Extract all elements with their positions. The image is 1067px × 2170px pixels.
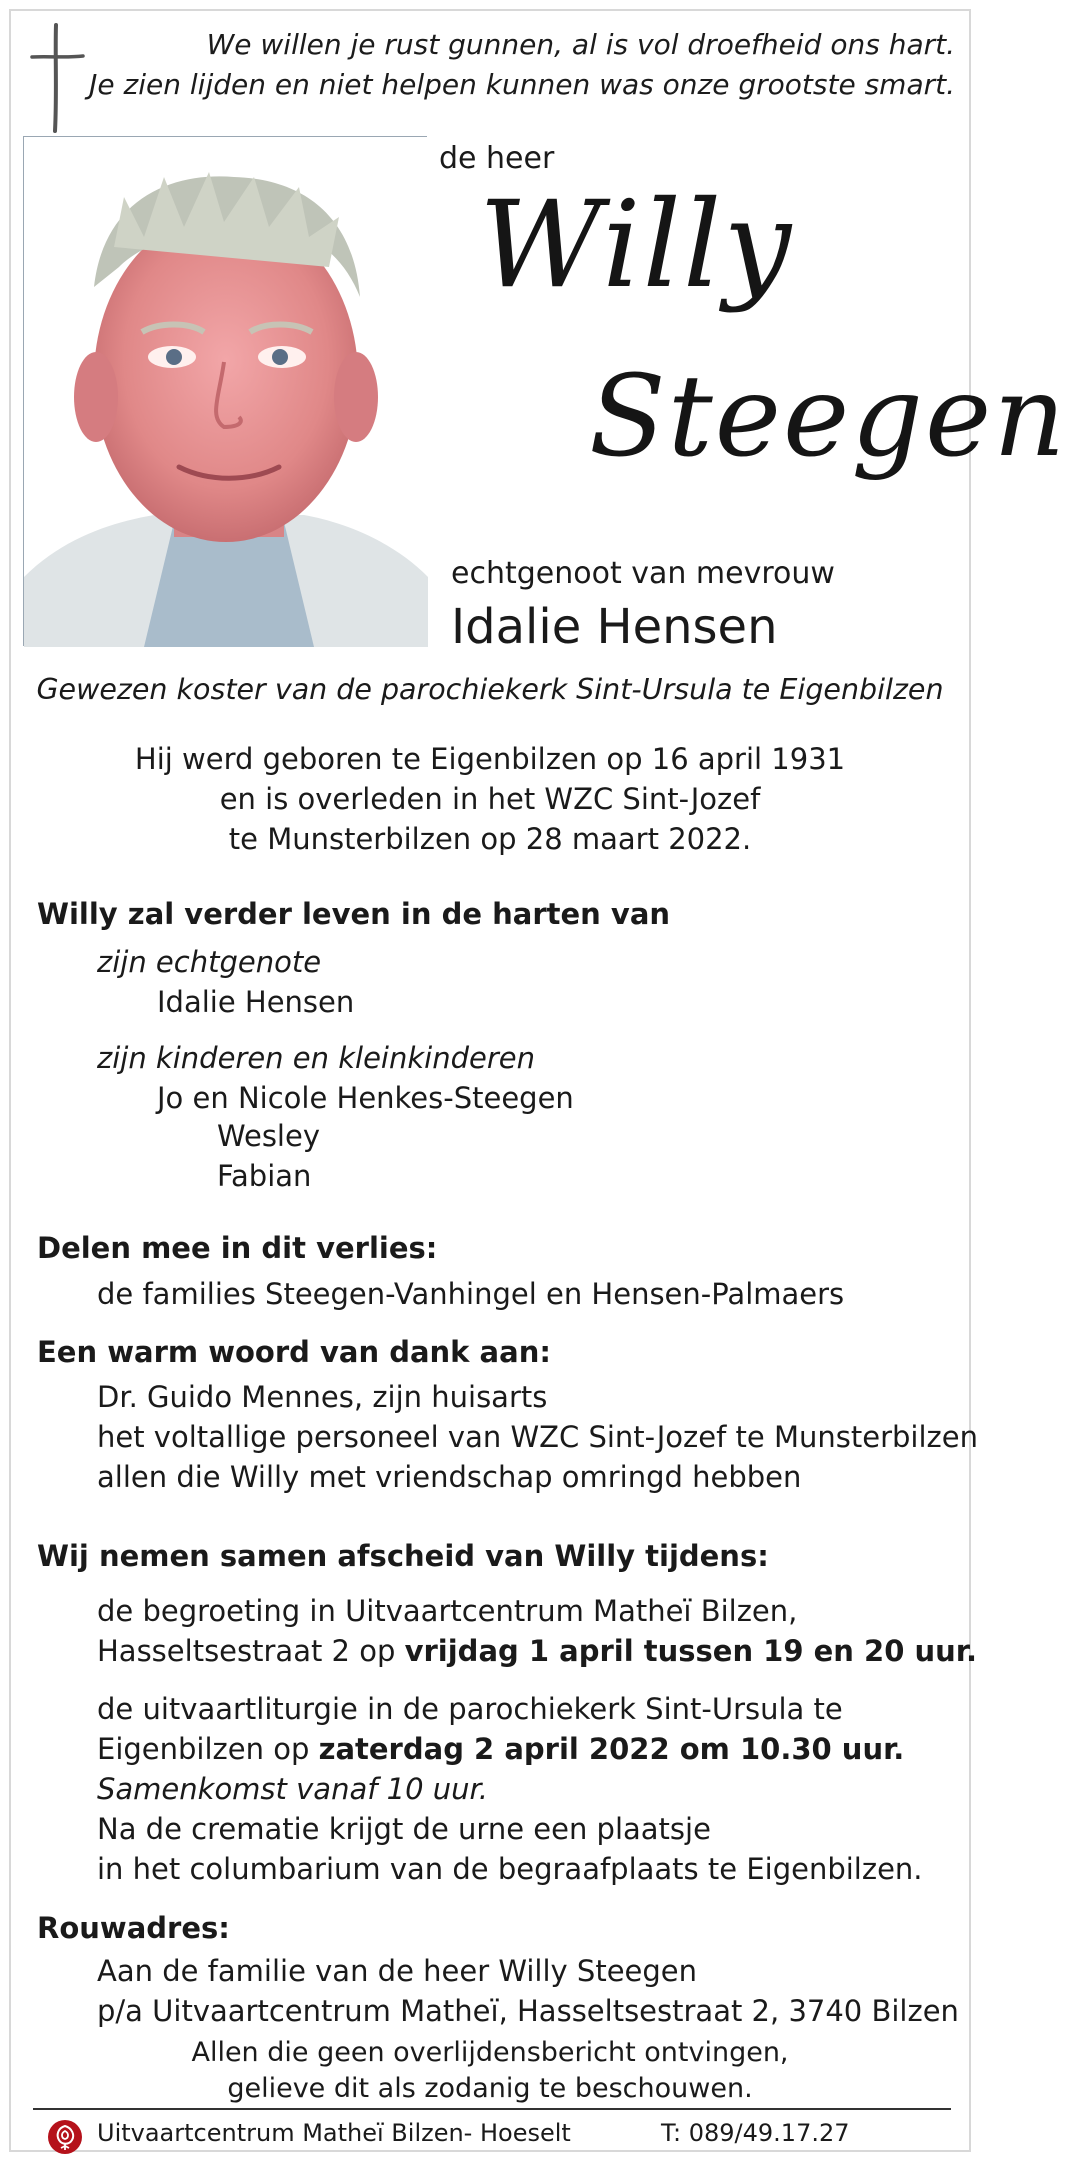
- farewell-heading: Wij nemen samen afscheid van Willy tijdens:: [37, 1539, 769, 1573]
- deceased-first-name: Willy: [479, 176, 794, 315]
- cremation-line: Na de crematie krijgt de urne een plaatsje: [97, 1812, 711, 1846]
- funeral-home-phone: T: 089/49.17.27: [661, 2119, 850, 2147]
- family-heading: Willy zal verder leven in de harten van: [37, 897, 671, 931]
- children-names: Jo en Nicole Henkes-Steegen: [157, 1081, 574, 1115]
- footer-divider: [33, 2108, 951, 2110]
- liturgy-place: Eigenbilzen op: [97, 1732, 319, 1766]
- thanks-item: het voltallige personeel van WZC Sint-Jozef te Munsterbilzen: [97, 1420, 978, 1454]
- address-heading: Rouwadres:: [37, 1911, 230, 1945]
- honorific: de heer: [439, 141, 555, 176]
- address-line: p/a Uitvaartcentrum Matheï, Hasseltsestraat 2, 3740 Bilzen: [97, 1994, 959, 2028]
- greeting-line: de begroeting in Uitvaartcentrum Matheï Bilzen,: [97, 1594, 798, 1628]
- children-relation-label: zijn kinderen en kleinkinderen: [97, 1041, 535, 1075]
- deceased-last-name: Steegen: [589, 352, 1067, 482]
- spouse-relation-label: zijn echtgenote: [97, 945, 322, 979]
- greeting-details: [97, 1591, 977, 1671]
- closing-line: gelieve dit als zodanig te beschouwen.: [227, 2073, 753, 2104]
- liturgy-line: [97, 1729, 923, 1769]
- thanks-item: Dr. Guido Mennes, zijn huisarts: [97, 1380, 548, 1414]
- grandchild-name: Wesley: [217, 1119, 320, 1153]
- poem-line: Je zien lijden en niet helpen kunnen was onze grootste smart.: [89, 68, 955, 101]
- grandchild-name: Fabian: [217, 1159, 312, 1193]
- bio-line: te Munsterbilzen op 28 maart 2022.: [228, 822, 752, 856]
- closing-line: Allen die geen overlijdensbericht ontvingen,: [191, 2037, 789, 2068]
- bio-line: en is overleden in het WZC Sint-Jozef: [219, 782, 761, 816]
- greeting-address: Hasseltsestraat 2 op: [97, 1634, 405, 1668]
- address-line: Aan de familie van de heer Willy Steegen: [97, 1954, 698, 1988]
- deceased-role: Gewezen koster van de parochiekerk Sint-Ursula te Eigenbilzen: [36, 673, 944, 706]
- share-heading: Delen mee in dit verlies:: [37, 1231, 438, 1265]
- closing-note: [11, 2035, 969, 2107]
- poem-line: We willen je rust gunnen, al is vol droefheid ons hart.: [206, 28, 955, 61]
- thanks-heading: Een warm woord van dank aan:: [37, 1335, 551, 1369]
- spouse-label: echtgenoot van mevrouw: [451, 556, 835, 591]
- funeral-home-name: Uitvaartcentrum Matheï Bilzen- Hoeselt: [97, 2119, 571, 2147]
- memorial-poem: [89, 25, 955, 105]
- liturgy-details: [97, 1689, 923, 1889]
- greeting-datetime: vrijdag 1 april tussen 19 en 20 uur.: [404, 1634, 977, 1668]
- liturgy-line: de uitvaartliturgie in de parochiekerk Sint-Ursula te: [97, 1692, 843, 1726]
- bio-line: Hij werd geboren te Eigenbilzen op 16 april 1931: [134, 742, 846, 776]
- thanks-list: [97, 1377, 978, 1497]
- cross-icon: [29, 23, 85, 133]
- share-families: de families Steegen-Vanhingel en Hensen-Palmaers: [97, 1277, 845, 1311]
- liturgy-datetime: zaterdag 2 april 2022 om 10.30 uur.: [318, 1732, 905, 1766]
- gathering-time: Samenkomst vanaf 10 uur.: [97, 1772, 489, 1806]
- obituary-card: [9, 9, 1067, 2152]
- greeting-line: [97, 1631, 977, 1671]
- birth-death-details: [11, 739, 969, 859]
- cremation-line: in het columbarium van de begraafplaats te Eigenbilzen.: [97, 1852, 923, 1886]
- mourning-address: [97, 1951, 959, 2031]
- spouse-name: Idalie Hensen: [451, 599, 778, 655]
- thanks-item: allen die Willy met vriendschap omringd hebben: [97, 1460, 802, 1494]
- spouse-relation-name: Idalie Hensen: [157, 985, 355, 1019]
- rose-logo-icon: [47, 2119, 83, 2155]
- portrait-photo: [23, 136, 427, 646]
